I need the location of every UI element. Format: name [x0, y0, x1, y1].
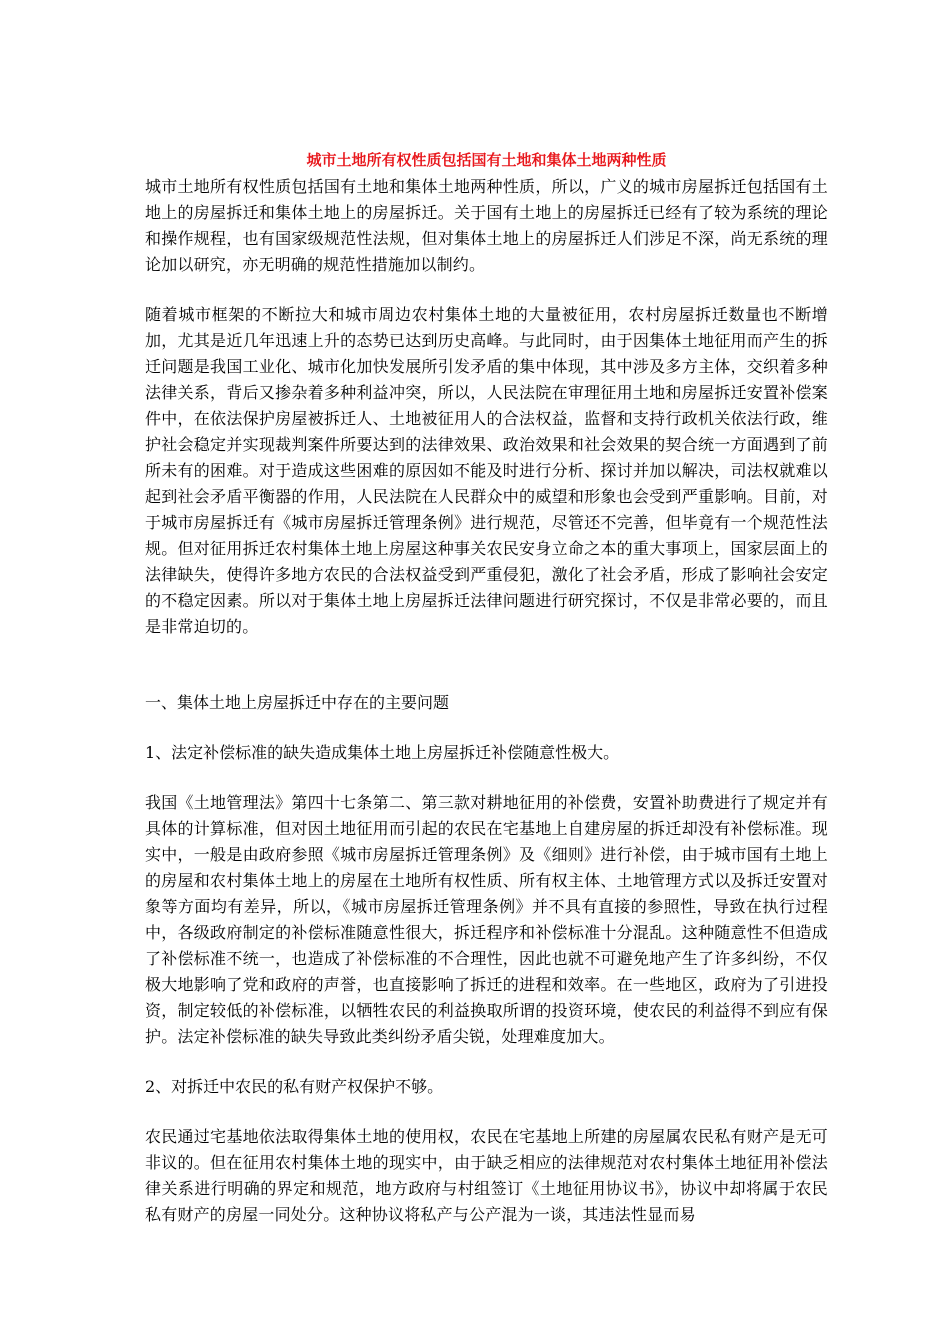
subsection-heading-2: 2、对拆迁中农民的私有财产权保护不够。: [145, 1077, 444, 1096]
paragraph-property-rights: 农民通过宅基地依法取得集体土地的使用权，农民在宅基地上所建的房屋属农民私有财产是无可非议的。但在征用农村集体土地的现实中，由于缺乏相应的法律规范对农村集体土地征用补偿法律关系进行明确的界定和规范，地方政府与村组签订《土地征用协议书》，协议中却将属于农民私有财产的房屋一同处分。这种协议将私产与公产混为一谈，其违法性显而易: [145, 1127, 828, 1224]
document-page: [145, 150, 828, 1252]
document-title: 城市土地所有权性质包括国有土地和集体土地两种性质: [306, 151, 667, 169]
blank-line: [145, 664, 828, 690]
paragraph-background: 随着城市框架的不断拉大和城市周边农村集体土地的大量被征用，农村房屋拆迁数量也不断增加，尤其是近几年迅速上升的态势已达到历史高峰。与此同时，由于因集体土地征用而产生的拆迁问题是我国工业化、城市化加快发展所引发矛盾的集中体现，其中涉及多方主体，交织着多种法律关系，背后又掺杂着多种利益冲突，所以，人民法院在审理征用土地和房屋拆迁安置补偿案件中，在依法保护房屋被拆迁人、土地被征用人的合法权益，监督和支持行政机关依法行政，维护社会稳定并实现裁判案件所要达到的法律效果、政治效果和社会效果的契合统一方面遇到了前所未有的困难。对于造成这些困难的原因如不能及时进行分析、探讨并加以解决，司法权就难以起到社会矛盾平衡器的作用，人民法院在人民群众中的威望和形象也会受到严重影响。目前，对于城市房屋拆迁有《城市房屋拆迁管理条例》进行规范，尽管还不完善，但毕竟有一个规范性法规。但对征用拆迁农村集体土地上房屋这种事关农民安身立命之本的重大事项上，国家层面上的法律缺失，使得许多地方农民的合法权益受到严重侵犯，激化了社会矛盾，形成了影响社会安定的不稳定因素。所以对于集体土地上房屋拆迁法律问题进行研究探讨，不仅是非常必要的，而且是非常迫切的。: [145, 305, 828, 636]
section-heading-1: 一、集体土地上房屋拆迁中存在的主要问题: [145, 693, 450, 712]
paragraph-compensation: 我国《土地管理法》第四十七条第二、第三款对耕地征用的补偿费，安置补助费进行了规定并有具体的计算标准，但对因土地征用而引起的农民在宅基地上自建房屋的拆迁却没有补偿标准。现实中，一般是由政府参照《城市房屋拆迁管理条例》及《细则》进行补偿，由于城市国有土地上的房屋和农村集体土地上的房屋在土地所有权性质、所有权主体、土地管理方式以及拆迁安置对象等方面均有差异，所以，《城市房屋拆迁管理条例》并不具有直接的参照性，导致在执行过程中，各级政府制定的补偿标准随意性很大，拆迁程序和补偿标准十分混乱。这种随意性不但造成了补偿标准不统一，也造成了补偿标准的不合理性，因此也就不可避免地产生了许多纠纷，不仅极大地影响了党和政府的声誉，也直接影响了拆迁的进程和效率。在一些地区，政府为了引进投资，制定较低的补偿标准，以牺牲农民的利益换取所谓的投资环境，使农民的利益得不到应有保护。法定补偿标准的缺失导致此类纠纷矛盾尖锐，处理难度加大。: [145, 793, 828, 1046]
subsection-heading-1: 1、法定补偿标准的缺失造成集体土地上房屋拆迁补偿随意性极大。: [145, 743, 620, 762]
paragraph-intro: 城市土地所有权性质包括国有土地和集体土地两种性质，所以，广义的城市房屋拆迁包括国有土地上的房屋拆迁和集体土地上的房屋拆迁。关于国有土地上的房屋拆迁已经有了较为系统的理论和操作规程，也有国家级规范性法规，但对集体土地上的房屋拆迁人们涉足不深，尚无系统的理论加以研究，亦无明确的规范性措施加以制约。: [145, 177, 828, 274]
